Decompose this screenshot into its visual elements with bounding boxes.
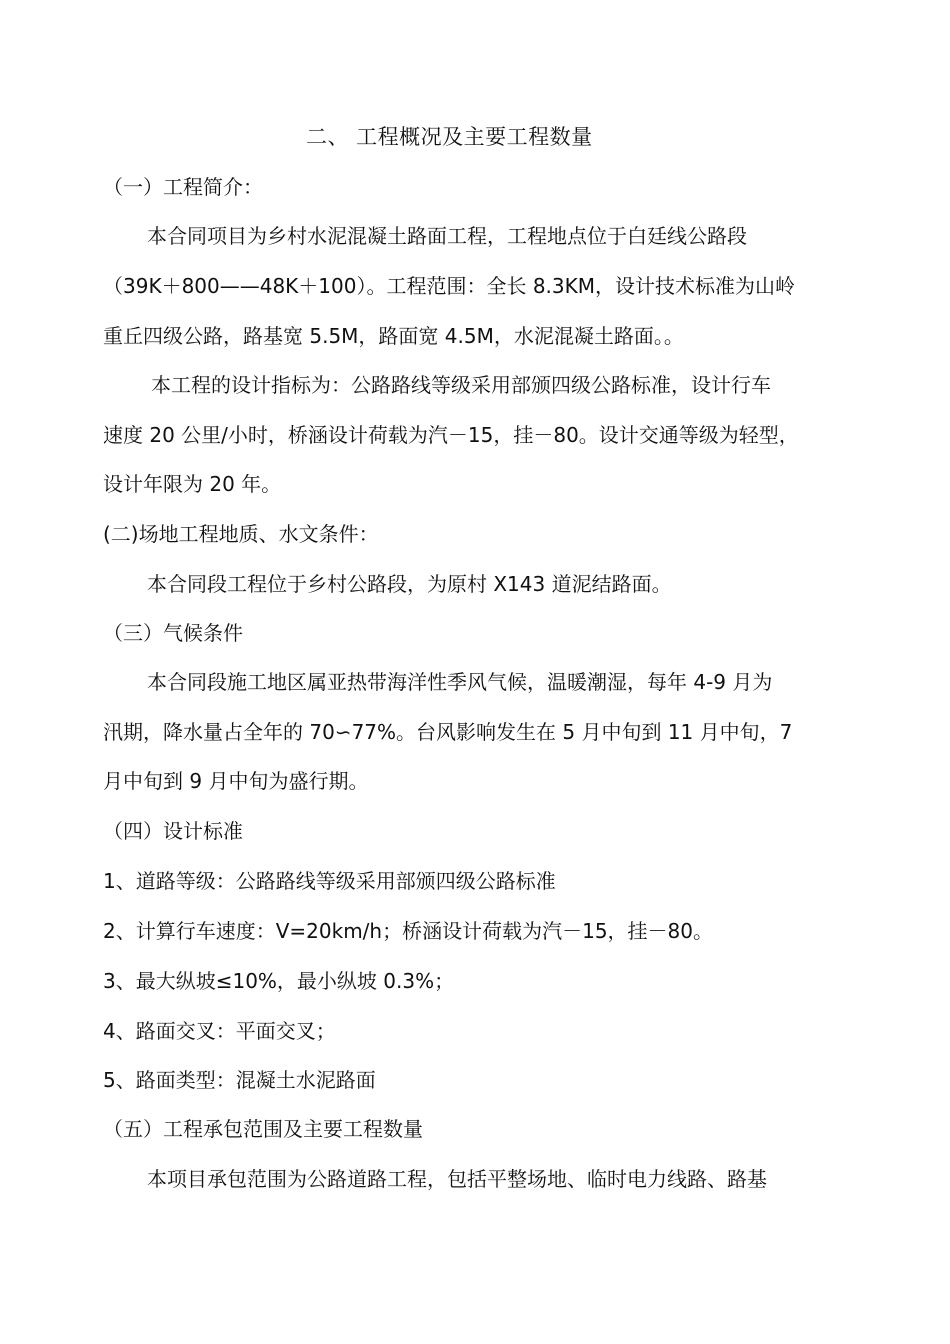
list-item: 5、路面类型：混凝土水泥路面 [103,1068,376,1092]
section-heading-5: （五）工程承包范围及主要工程数量 [103,1117,423,1141]
paragraph-line: 汛期，降水量占全年的 70∽77%。台风影响发生在 5 月中旬到 11 月中旬，7 [103,720,793,744]
section-heading-4: （四）设计标准 [103,819,243,843]
paragraph-line: （39K＋800——48K＋100）。工程范围：全长 8.3KM，设计技术标准为山岭 [103,274,796,298]
paragraph-line: 本合同段施工地区属亚热带海洋性季风气候，温暖潮湿，每年 4-9 月为 [147,670,773,694]
paragraph-line: 本项目承包范围为公路道路工程，包括平整场地、临时电力线路、路基 [147,1167,767,1191]
section-heading-3: （三）气候条件 [103,621,243,645]
paragraph-line: 速度 20 公里/小时，桥涵设计荷载为汽－15，挂－80。设计交通等级为轻型， [103,423,799,447]
page-title: 二、 工程概况及主要工程数量 [306,125,593,149]
paragraph-line: 本工程的设计指标为：公路路线等级采用部颁四级公路标准，设计行车 [151,373,771,397]
section-heading-2: (二)场地工程地质、水文条件： [103,522,379,546]
list-item: 4、路面交叉：平面交叉； [103,1019,336,1043]
paragraph-line: 本合同段工程位于乡村公路段，为原村 X143 道泥结路面。 [147,572,672,596]
section-heading-1: （一）工程简介： [103,175,263,199]
paragraph-line: 本合同项目为乡村水泥混凝土路面工程，工程地点位于白廷线公路段 [147,224,747,248]
paragraph-line: 设计年限为 20 年。 [103,472,282,496]
paragraph-line: 月中旬到 9 月中旬为盛行期。 [103,769,369,793]
list-item: 1、道路等级：公路路线等级采用部颁四级公路标准 [103,869,556,893]
list-item: 3、最大纵坡≤10%，最小纵坡 0.3%； [103,969,455,993]
paragraph-line: 重丘四级公路，路基宽 5.5M，路面宽 4.5M，水泥混凝土路面。。 [103,324,684,348]
list-item: 2、计算行车速度：V=20km/h；桥涵设计荷载为汽－15，挂－80。 [103,919,713,943]
